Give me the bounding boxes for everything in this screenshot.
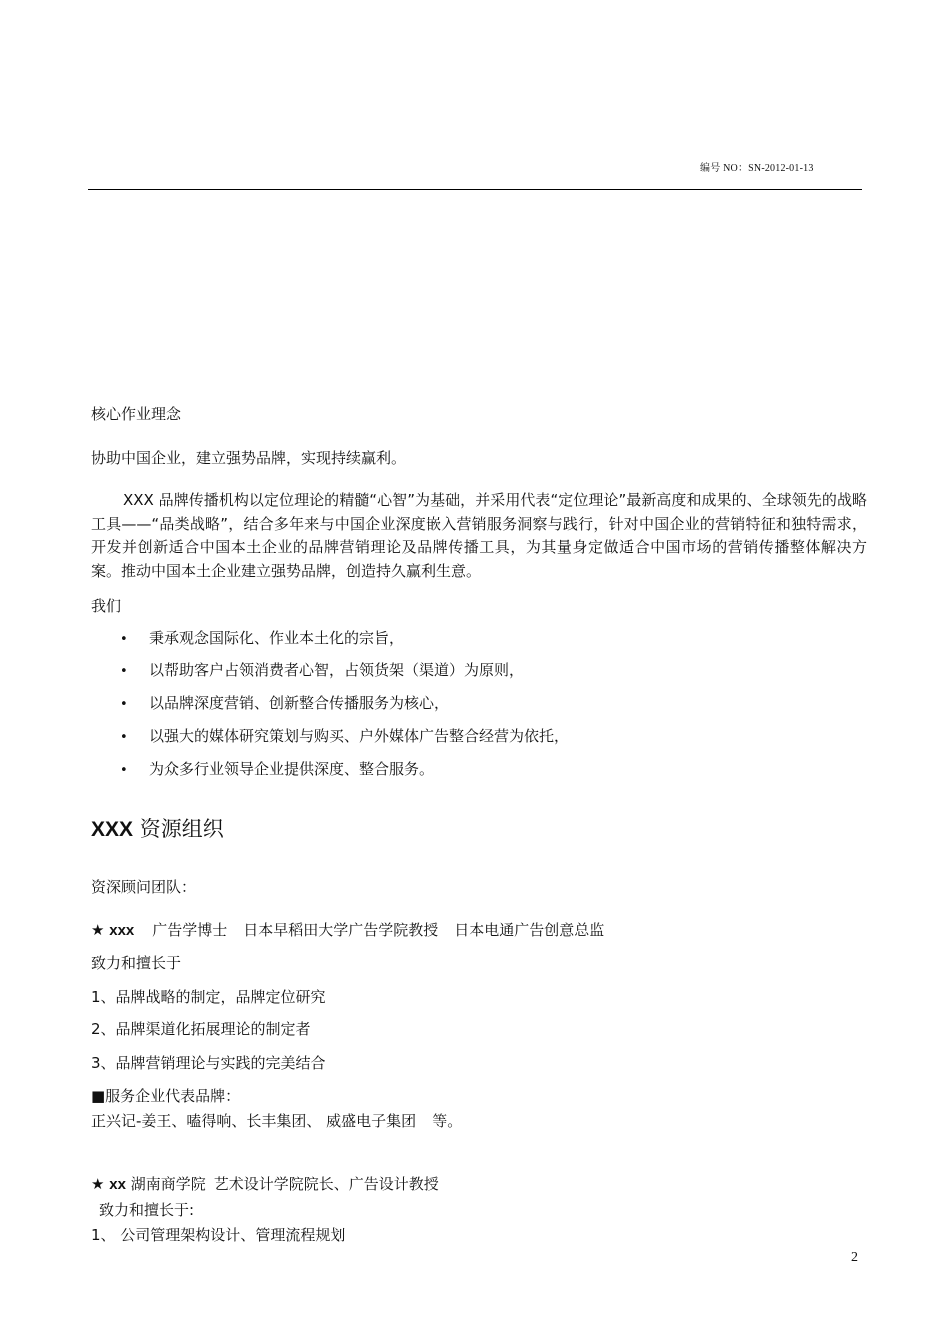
bullet-icon: • xyxy=(120,632,128,647)
page-number: 2 xyxy=(851,1250,858,1265)
team-label: 资深顾问团队： xyxy=(91,878,197,896)
core-slogan: 协助中国企业，建立强势品牌，实现持续赢利。 xyxy=(91,449,407,467)
advisor-1-expertise-item: 3、品牌营销理论与实践的完美结合 xyxy=(91,1054,326,1072)
list-item-text: 秉承观念国际化、作业本土化的宗旨， xyxy=(149,629,405,647)
list-item-text: 以帮助客户占领消费者心智，占领货架（渠道）为原则， xyxy=(149,661,525,679)
advisor-1-position-1: 日本早稻田大学广告学院教授 xyxy=(243,921,439,939)
advisor-1-brands-label: ■服务企业代表品牌： xyxy=(91,1087,241,1105)
advisor-1-name: xxx xyxy=(109,922,135,939)
advisor-2-position: 艺术设计学院院长、广告设计教授 xyxy=(213,1175,439,1193)
list-item xyxy=(120,726,569,748)
advisor-1-brands xyxy=(91,1111,462,1131)
advisor-2-expertise-item: 1、 公司管理架构设计、管理流程规划 xyxy=(91,1226,346,1244)
advisor-1-expertise-label: 致力和擅长于 xyxy=(91,954,182,972)
list-item xyxy=(120,693,449,715)
list-item-text: 以强大的媒体研究策划与购买、户外媒体广告整合经营为依托， xyxy=(149,727,570,745)
section-title xyxy=(91,816,224,843)
list-item xyxy=(120,759,434,781)
bullet-icon: • xyxy=(120,763,128,778)
header-divider xyxy=(88,189,862,190)
advisor-2-school: 湖南商学院 xyxy=(130,1175,206,1193)
advisor-1-position-2: 日本电通广告创意总监 xyxy=(454,921,605,939)
bullet-icon: • xyxy=(120,730,128,745)
core-heading: 核心作业理念 xyxy=(91,405,182,423)
advisor-1-brands-list: 正兴记-姜王、嗑得响、长丰集团、 威盛电子集团 xyxy=(91,1112,417,1130)
list-item-text: 以品牌深度营销、创新整合传播服务为核心， xyxy=(149,694,450,712)
advisor-1-degree: 广告学博士 xyxy=(152,921,228,939)
list-item xyxy=(120,628,404,650)
advisor-2-expertise-label: 致力和擅长于: xyxy=(99,1201,195,1219)
star-icon: ★ xyxy=(91,921,105,939)
list-item-text: 为众多行业领导企业提供深度、整合服务。 xyxy=(149,760,435,778)
advisor-1-expertise-item: 1、品牌战略的制定，品牌定位研究 xyxy=(91,988,326,1006)
bullet-icon: • xyxy=(120,697,128,712)
we-label: 我们 xyxy=(91,597,122,615)
advisor-1-brands-suffix: 等。 xyxy=(432,1112,463,1130)
advisor-2-header xyxy=(91,1174,439,1195)
bullet-icon: • xyxy=(120,664,128,679)
list-item xyxy=(120,660,524,682)
star-icon: ★ xyxy=(91,1175,105,1193)
advisor-1-header xyxy=(91,920,604,941)
section-title-latin: XXX xyxy=(91,818,134,841)
section-title-cn: 资源组织 xyxy=(139,817,224,841)
advisor-2-name: xx xyxy=(109,1176,126,1193)
document-code: 编号 NO：SN-2012-01-13 xyxy=(700,163,814,174)
advisor-1-expertise-item: 2、品牌渠道化拓展理论的制定者 xyxy=(91,1020,311,1038)
core-paragraph: XXX 品牌传播机构以定位理论的精髓“心智”为基础，并采用代表“定位理论”最新高度和成果的、全球领先的战略工具——“品类战略”，结合多年来与中国企业深度嵌入营销服务洞察与践行，针对中国企业的营销特征和独特需求，开发并创新适合中国本土企业的品牌营销理论及品牌传播工具，为其量身定做适合中国市场的营销传播整体解决方案。推动中国本土企业建立强势品牌，创造持久赢利生意。 xyxy=(91,491,867,580)
